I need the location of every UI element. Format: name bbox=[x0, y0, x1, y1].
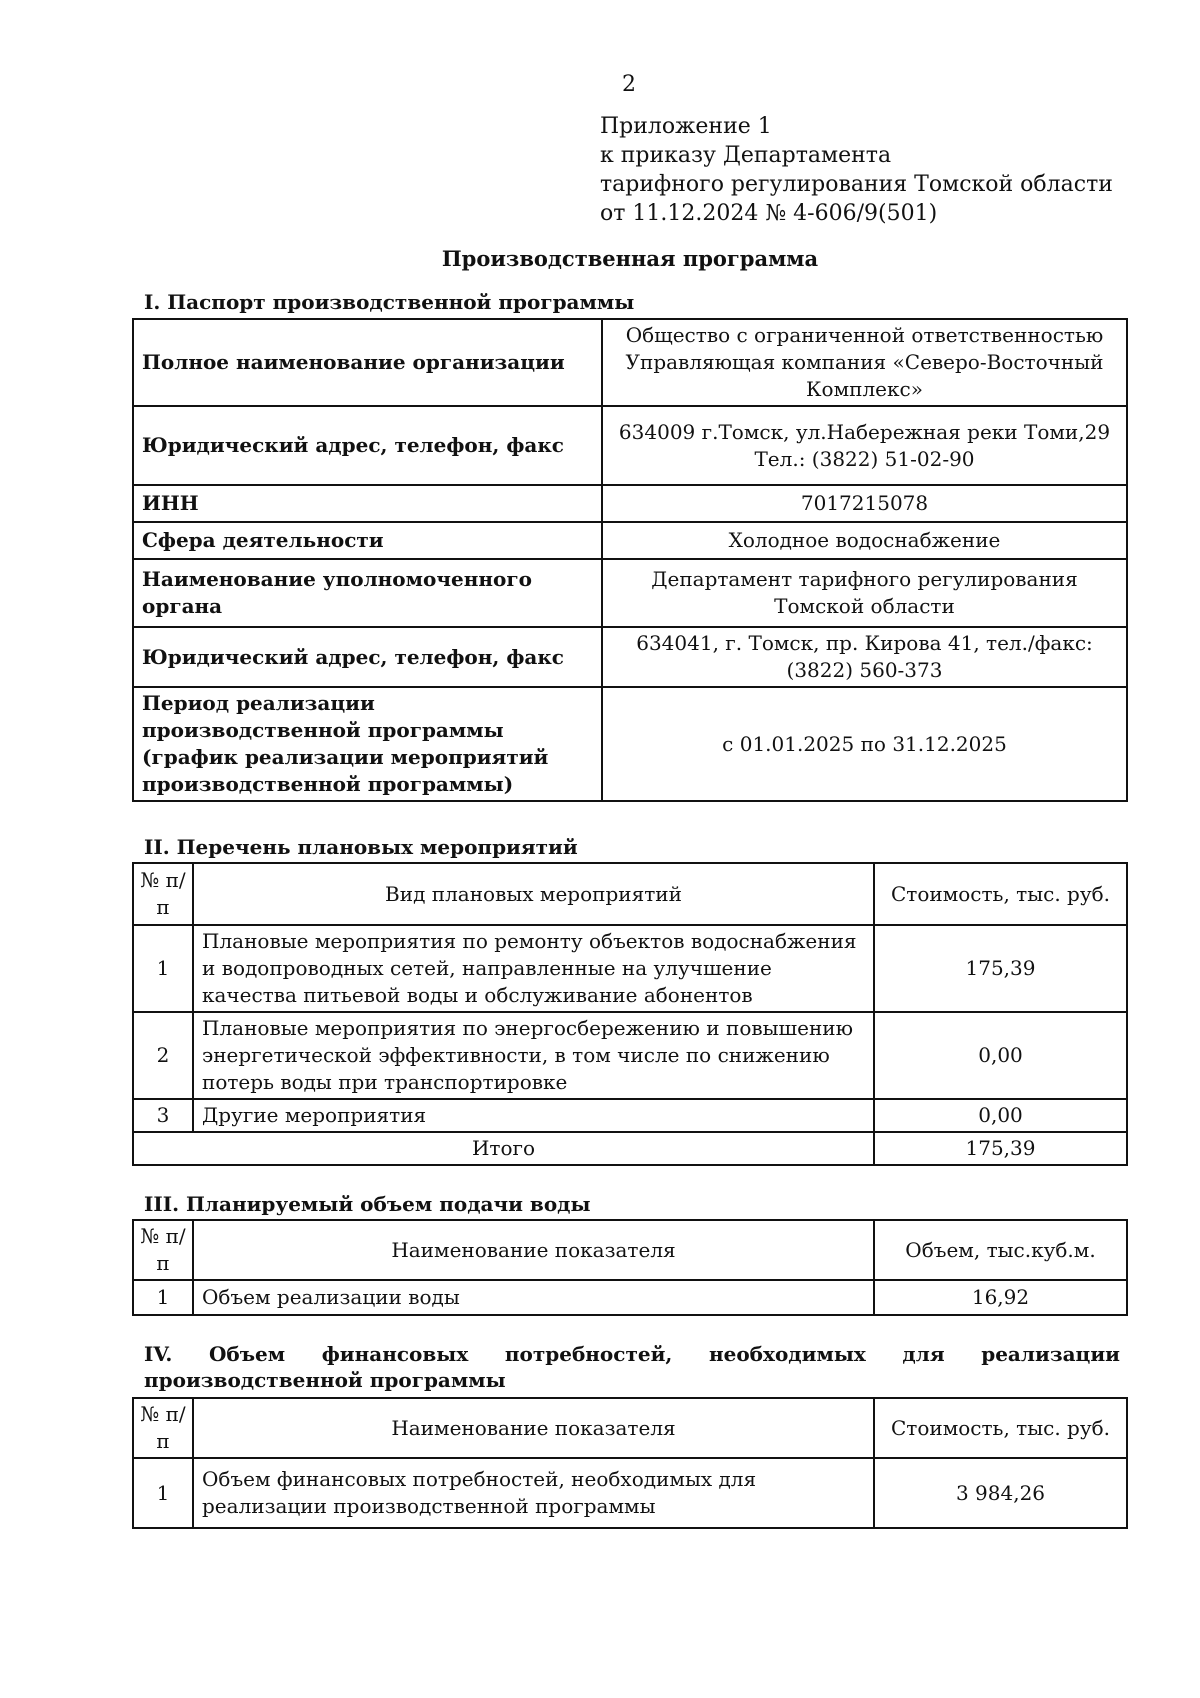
table-row bbox=[133, 559, 1127, 627]
indicator-name: Объем финансовых потребностей, необходимых для реализации производственной программы bbox=[193, 1458, 874, 1528]
table-row bbox=[133, 1012, 1127, 1099]
column-header-number: № п/п bbox=[133, 863, 193, 925]
appendix-line: к приказу Департамента bbox=[600, 143, 892, 168]
row-number: 2 bbox=[133, 1012, 193, 1099]
table-header-row bbox=[133, 1220, 1127, 1280]
activity-cost: 0,00 bbox=[874, 1012, 1127, 1099]
indicator-cost: 3 984,26 bbox=[874, 1458, 1127, 1528]
financial-needs-table bbox=[132, 1397, 1128, 1529]
passport-value: 7017215078 bbox=[602, 485, 1127, 522]
row-number: 1 bbox=[133, 1280, 193, 1315]
column-header-volume: Объем, тыс.куб.м. bbox=[874, 1220, 1127, 1280]
table-row bbox=[133, 1280, 1127, 1315]
passport-value: Департамент тарифного регулирования Томской области bbox=[602, 559, 1127, 627]
passport-value: с 01.01.2025 по 31.12.2025 bbox=[602, 687, 1127, 801]
section-3-heading: III. Планируемый объем подачи воды bbox=[144, 1192, 591, 1216]
passport-label: ИНН bbox=[133, 485, 602, 522]
indicator-name: Объем реализации воды bbox=[193, 1280, 874, 1315]
row-number: 1 bbox=[133, 1458, 193, 1528]
table-row bbox=[133, 687, 1127, 801]
column-header-cost: Стоимость, тыс. руб. bbox=[874, 1398, 1127, 1458]
passport-label: Полное наименование организации bbox=[133, 319, 602, 406]
activity-name: Плановые мероприятия по энергосбережению и повышению энергетической эффективности, в том числе по снижению потерь воды при транспортировке bbox=[193, 1012, 874, 1099]
passport-label: Юридический адрес, телефон, факс bbox=[133, 627, 602, 687]
activities-table bbox=[132, 862, 1128, 1166]
total-cost: 175,39 bbox=[874, 1132, 1127, 1165]
table-header-row bbox=[133, 1398, 1127, 1458]
table-row bbox=[133, 1458, 1127, 1528]
activity-cost: 175,39 bbox=[874, 925, 1127, 1012]
activity-name: Плановые мероприятия по ремонту объектов водоснабжения и водопроводных сетей, направленные на улучшение качества питьевой воды и обслуживание абонентов bbox=[193, 925, 874, 1012]
water-volume-table bbox=[132, 1219, 1128, 1316]
total-label: Итого bbox=[133, 1132, 874, 1165]
passport-label: Юридический адрес, телефон, факс bbox=[133, 406, 602, 485]
column-header-number: № п/п bbox=[133, 1398, 193, 1458]
table-row bbox=[133, 1099, 1127, 1132]
row-number: 3 bbox=[133, 1099, 193, 1132]
passport-value: Холодное водоснабжение bbox=[602, 522, 1127, 559]
passport-label: Период реализации производственной программы (график реализации мероприятий производственной программы) bbox=[133, 687, 602, 801]
passport-value: Общество с ограниченной ответственностью Управляющая компания «Северо-Восточный Комплекс» bbox=[602, 319, 1127, 406]
section-4-heading: IV. Объем финансовых потребностей, необходимых для реализации производственной программы bbox=[144, 1342, 1120, 1392]
section-2-heading: II. Перечень плановых мероприятий bbox=[144, 835, 578, 859]
table-row bbox=[133, 485, 1127, 522]
activity-cost: 0,00 bbox=[874, 1099, 1127, 1132]
column-header-name: Наименование показателя bbox=[193, 1220, 874, 1280]
passport-table bbox=[132, 318, 1128, 802]
appendix-line: тарифного регулирования Томской области bbox=[600, 172, 1113, 197]
passport-label: Наименование уполномоченного органа bbox=[133, 559, 602, 627]
table-row bbox=[133, 406, 1127, 485]
column-header-name: Наименование показателя bbox=[193, 1398, 874, 1458]
table-row bbox=[133, 522, 1127, 559]
passport-label: Сфера деятельности bbox=[133, 522, 602, 559]
row-number: 1 bbox=[133, 925, 193, 1012]
appendix-note bbox=[600, 112, 1113, 228]
document-title: Производственная программа bbox=[441, 246, 819, 271]
page-number: 2 bbox=[622, 72, 636, 97]
appendix-line: Приложение 1 bbox=[600, 114, 772, 139]
indicator-value: 16,92 bbox=[874, 1280, 1127, 1315]
appendix-line: от 11.12.2024 № 4-606/9(501) bbox=[600, 201, 938, 226]
section-1-heading: I. Паспорт производственной программы bbox=[144, 290, 635, 314]
table-row bbox=[133, 627, 1127, 687]
column-header-cost: Стоимость, тыс. руб. bbox=[874, 863, 1127, 925]
table-total-row bbox=[133, 1132, 1127, 1165]
column-header-number: № п/п bbox=[133, 1220, 193, 1280]
table-header-row bbox=[133, 863, 1127, 925]
column-header-name: Вид плановых мероприятий bbox=[193, 863, 874, 925]
table-row bbox=[133, 925, 1127, 1012]
passport-value: 634041, г. Томск, пр. Кирова 41, тел./факс: (3822) 560-373 bbox=[602, 627, 1127, 687]
passport-value: 634009 г.Томск, ул.Набережная реки Томи,29 Тел.: (3822) 51-02-90 bbox=[602, 406, 1127, 485]
activity-name: Другие мероприятия bbox=[193, 1099, 874, 1132]
table-row bbox=[133, 319, 1127, 406]
